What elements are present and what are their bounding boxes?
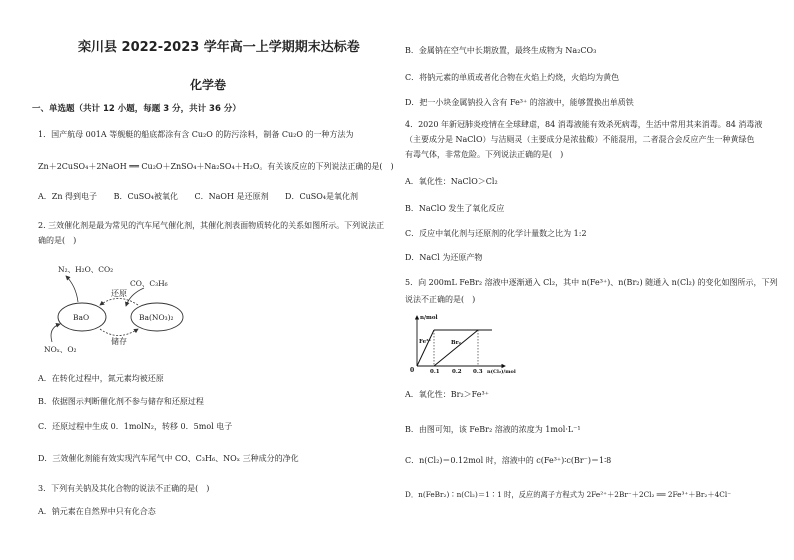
q5-option-b: B．由图可知，该 FeBr₂ 溶液的浓度为 1mol·L⁻¹ (405, 425, 581, 434)
section-heading: 一、单选题（共计 12 小题，每题 3 分，共计 36 分） (32, 104, 241, 114)
graph-xtick-2: 0.2 (452, 369, 462, 375)
q5-stem-line2: 说法不正确的是( ) (405, 295, 476, 304)
subject-title: 化学卷 (190, 78, 227, 92)
bano3-label: Ba(NO₃)₂ (139, 313, 174, 322)
q5-stem-line1: 5．向 200mL FeBr₂ 溶液中逐渐通入 Cl₂，其中 n(Fe³⁺)、n(Br₂) 随通入 n(Cl₂) 的变化如图所示，下列 (405, 278, 778, 287)
q3-stem: 3．下列有关钠及其化合物的说法不正确的是( ) (38, 484, 210, 493)
q4-stem-line2: （主要成分是 NaClO）与洁厕灵（主要成分是浓盐酸）不能混用，二者混合会反应产生一种黄绿色 (405, 135, 755, 144)
graph-ylabel: n/mol (420, 315, 438, 321)
exam-title: 栾川县 2022-2023 学年高一上学期期末达标卷 (78, 40, 360, 55)
fe-line (417, 330, 434, 366)
q5-option-a: A．氧化性：Br₂＞Fe³⁺ (405, 390, 489, 399)
q1-options (38, 192, 372, 202)
q1-stem-line2: Zn＋2CuSO₄＋2NaOH ══ Cu₂O＋ZnSO₄＋Na₂SO₄＋H₂O。有关该反应的下列说法正确的是( ) (38, 162, 394, 171)
storage-label: 储存 (111, 337, 127, 346)
q2-option-d: D．三效催化剂能有效实现汽车尾气中 CO、C₃H₆、NOₓ 三种成分的净化 (38, 454, 299, 463)
q3-option-b: B．金属钠在空气中长期放置，最终生成物为 Na₂CO₃ (405, 46, 597, 55)
q3-option-c: C．将钠元素的单质或者化合物在火焰上灼烧，火焰均为黄色 (405, 73, 620, 82)
q2-stem-line1: 2. 三效催化剂是最为常见的汽车尾气催化剂，其催化剂表面物质转化的关系如图所示。下列说法正 (38, 221, 385, 230)
upper-left-arrow (66, 276, 78, 302)
q3-option-d: D．把一小块金属钠投入含有 Fe³⁺ 的溶液中，能够置换出单质铁 (405, 98, 634, 107)
q4-option-b: B．NaClO 发生了氧化反应 (405, 204, 505, 213)
upper-right-arrow (126, 288, 144, 306)
q2-option-a: A．在转化过程中，氮元素均被还原 (38, 374, 164, 383)
br-series-label: Br₂ (451, 340, 461, 346)
graph-xtick-1: 0.1 (430, 369, 440, 375)
q1-option-c: C．NaOH 是还原剂 (194, 192, 269, 201)
q4-option-d: D．NaCl 为还原产物 (405, 253, 483, 262)
bao-label: BaO (73, 313, 90, 322)
br-line (434, 330, 478, 366)
q4-stem-line1: 4．2020 年新冠肺炎疫情在全球肆虐，84 消毒液能有效杀死病毒，生活中常用其来消毒。84 消毒液 (405, 120, 763, 129)
q2-stem-line2: 确的是( ) (38, 236, 77, 245)
q3-option-a: A．钠元素在自然界中只有化合态 (38, 507, 156, 516)
storage-arrow (100, 329, 138, 336)
reduction-label: 还原 (111, 289, 127, 298)
q2-option-c: C．还原过程中生成 0．1molN₂，转移 0．5mol 电子 (38, 422, 233, 431)
q4-stem-line3: 有毒气体，非常危险。下列说法正确的是( ) (405, 150, 564, 159)
graph-origin: 0 (410, 367, 415, 374)
lower-left-arrow (51, 324, 60, 342)
fe-br-graph (407, 310, 527, 376)
q5-option-d: D．n(FeBr₂)∶n(Cl₂)＝1∶1 时，反应的离子方程式为 2Fe²⁺＋2Br⁻＋2Cl₂ ══ 2Fe³⁺＋Br₂＋4Cl⁻ (405, 490, 732, 499)
bottom-left-label: NOₓ、O₂ (44, 345, 77, 354)
reduction-arrow (100, 299, 138, 306)
q1-stem-line1: 1．国产航母 001A 等舰艇的船底都涂有含 Cu₂O 的防污涂料，制备 Cu₂O 的一种方法为 (38, 130, 354, 139)
q4-option-c: C．反应中氧化剂与还原剂的化学计量数之比为 1:2 (405, 229, 587, 238)
q2-option-b: B．依据图示判断催化剂不参与储存和还原过程 (38, 397, 204, 406)
graph-xlabel: n(Cl₂)/mol (487, 369, 516, 375)
q1-option-d: D．CuSO₄是氧化剂 (285, 192, 358, 201)
diagram-top-left-label: N₂、H₂O、CO₂ (58, 265, 114, 274)
diagram-top-right-label: CO、C₃H₆ (130, 279, 168, 288)
q1-option-b: B．CuSO₄被氧化 (113, 192, 178, 201)
q5-option-c: C．n(Cl₂)＝0.12mol 时，溶液中的 c(Fe³⁺)∶c(Br⁻)＝1∶8 (405, 456, 612, 465)
graph-xtick-3: 0.3 (473, 369, 483, 375)
q4-option-a: A．氧化性：NaClO＞Cl₂ (405, 177, 498, 186)
fe-series-label: Fe³⁺ (419, 339, 432, 345)
q1-option-a: A．Zn 得到电子 (38, 192, 98, 201)
catalyst-diagram (40, 258, 190, 358)
